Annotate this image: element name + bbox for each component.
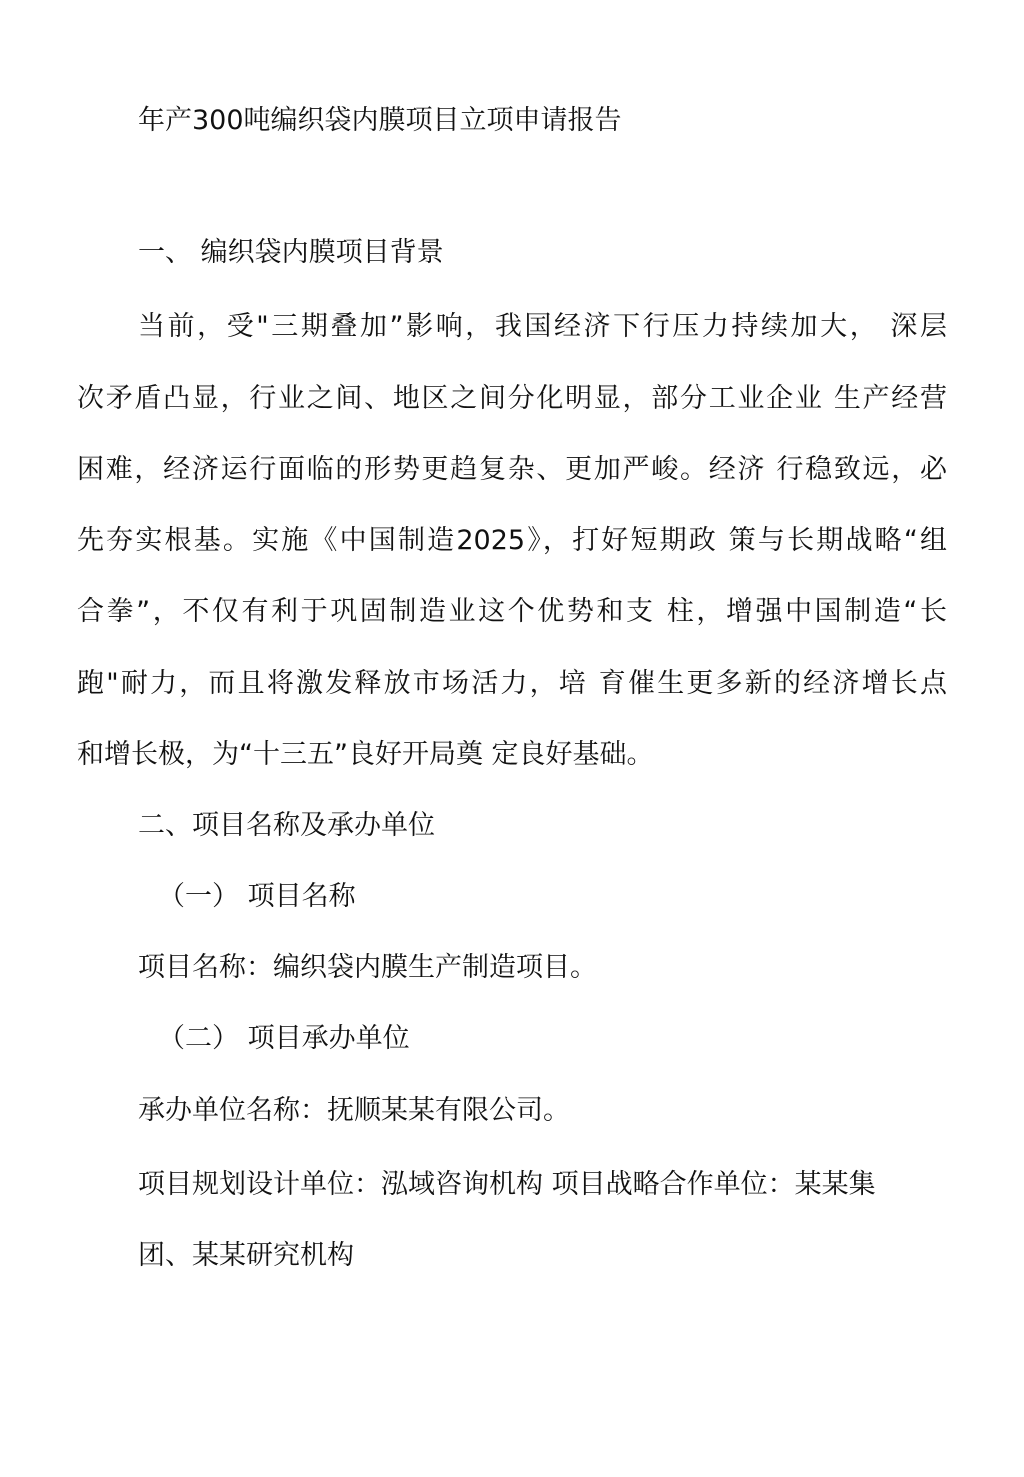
- paragraph-line: 困难，经济运行面临的形势更趋复杂、更加严峻。经济 行稳致远，必: [77, 454, 947, 485]
- section-heading-background: 一、 编织袋内膜项目背景: [138, 237, 444, 268]
- design-unit-text-continued: 团、某某研究机构: [138, 1240, 354, 1271]
- paragraph-line: 次矛盾凸显，行业之间、地区之间分化明显，部分工业企业 生产经营: [77, 383, 947, 414]
- document-title: 年产300吨编织袋内膜项目立项申请报告: [138, 105, 622, 136]
- paragraph-line: 跑"耐力，而且将激发释放市场活力，培 育催生更多新的经济增长点: [77, 668, 947, 699]
- subsection-heading-project-name: （一） 项目名称: [158, 881, 356, 912]
- paragraph-line: 先夯实根基。实施《中国制造2025》，打好短期政 策与长期战略“组: [77, 525, 947, 556]
- project-name-text: 项目名称：编织袋内膜生产制造项目。: [138, 952, 597, 983]
- subsection-heading-undertaker: （二） 项目承办单位: [158, 1023, 410, 1054]
- undertaker-name-text: 承办单位名称：抚顺某某有限公司。: [138, 1095, 570, 1126]
- paragraph-line: 和增长极，为“十三五”良好开局奠 定良好基础。: [77, 739, 654, 770]
- design-unit-text: 项目规划设计单位：泓域咨询机构 项目战略合作单位：某某集: [138, 1169, 876, 1200]
- paragraph-line: 合拳”，不仅有利于巩固制造业这个优势和支 柱，增强中国制造“长: [77, 596, 947, 627]
- paragraph-line: 当前，受"三期叠加”影响，我国经济下行压力持续加大， 深层: [138, 311, 947, 342]
- section-heading-name-and-undertaker: 二、项目名称及承办单位: [138, 810, 435, 841]
